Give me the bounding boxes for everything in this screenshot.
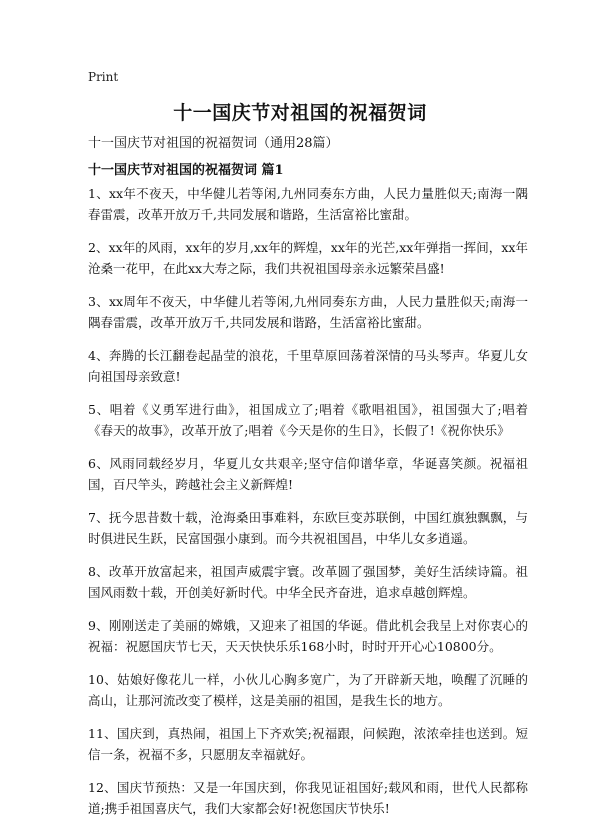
paragraph-10: 10、姑娘好像花儿一样，小伙儿心胸多宽广，为了开辟新天地，唤醒了沉睡的高山，让那河流改变了模样，这是美丽的祖国，是我生长的地方。 xyxy=(88,672,528,708)
paragraph-3: 3、xx周年不夜天，中华健儿若等闲,九州同奏东方曲，人民力量胜似天;南海一隅春雷震，改革开放万千,共同发展和谐路，生活富裕比蜜甜。 xyxy=(88,294,528,330)
paragraph-8: 8、改革开放富起来，祖国声威震宇寰。改革圆了强国梦，美好生活续诗篇。祖国风雨数十载，开创美好新时代。中华全民齐奋进，追求卓越创辉煌。 xyxy=(88,564,528,600)
paragraph-7: 7、抚今思昔数十载，沧海桑田事难料，东欧巨变苏联倒，中国红旗独飘飘，与时俱进民生跃，民富国强小康到。而今共祝祖国昌，中华儿女多逍遥。 xyxy=(88,510,528,546)
paragraph-12: 12、国庆节预热：又是一年国庆到，你我见证祖国好;载风和雨，世代人民都称道;携手祖国喜庆气，我们大家都会好!祝您国庆节快乐! xyxy=(88,780,528,816)
paragraph-11: 11、国庆到，真热闹，祖国上下齐欢笑;祝福跟，问候跑，浓浓牵挂也送到。短信一条，祝福不多，只愿朋友幸福就好。 xyxy=(88,726,528,762)
paragraph-5: 5、唱着《义勇军进行曲》，祖国成立了;唱着《歌唱祖国》，祖国强大了;唱着《春天的故事》，改革开放了;唱着《今天是你的生日》，长假了!《祝你快乐》 xyxy=(88,402,528,438)
paragraph-4: 4、奔腾的长江翻卷起晶莹的浪花，千里草原回荡着深情的马头琴声。华夏儿女向祖国母亲致意! xyxy=(88,348,528,384)
paragraph-1: 1、xx年不夜天，中华健儿若等闲,九州同奏东方曲，人民力量胜似天;南海一隅春雷震，改革开放万千,共同发展和谐路，生活富裕比蜜甜。 xyxy=(88,186,528,222)
page-title: 十一国庆节对祖国的祝福贺词 xyxy=(173,102,427,124)
content-body xyxy=(88,183,528,831)
paragraph-9: 9、刚刚送走了美丽的嫦娥，又迎来了祖国的华诞。借此机会我呈上对你衷心的祝福：祝愿国庆节七天，天天快快乐乐168小时，时时开开心心10800分。 xyxy=(88,618,528,654)
print-link[interactable]: Print xyxy=(88,70,119,84)
document-subtitle: 十一国庆节对祖国的祝福贺词（通用28篇） xyxy=(88,136,339,151)
paragraph-2: 2、xx年的风雨，xx年的岁月,xx年的辉煌，xx年的光芒,xx年弹指一挥间，xx年沧桑一花甲，在此xx大寿之际，我们共祝祖国母亲永远繁荣昌盛! xyxy=(88,240,528,276)
section-heading: 十一国庆节对祖国的祝福贺词 篇1 xyxy=(88,163,284,178)
paragraph-6: 6、风雨同载经岁月，华夏儿女共艰辛;坚守信仰谱华章，华诞喜笑颜。祝福祖国，百尺竿头，跨越社会主义新辉煌! xyxy=(88,456,528,492)
